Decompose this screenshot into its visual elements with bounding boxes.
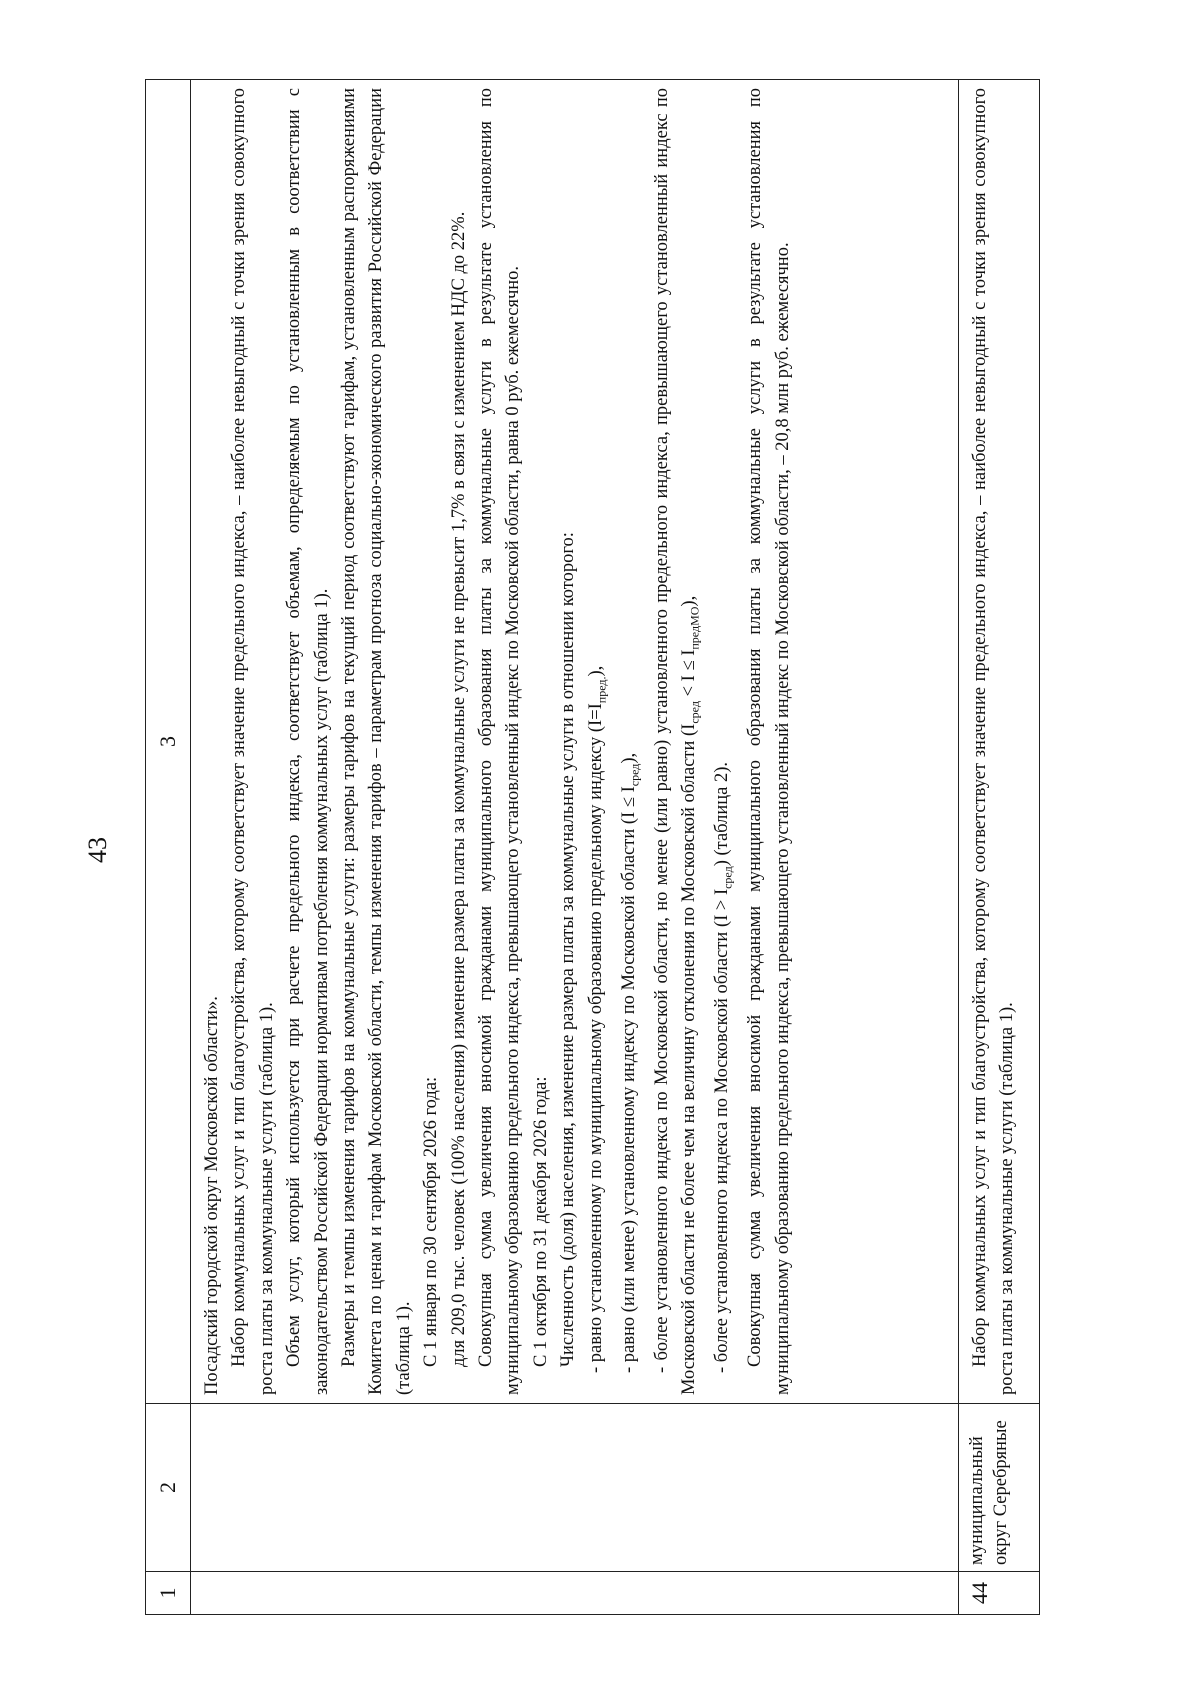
page-number: 43 xyxy=(83,837,112,863)
paragraph: Набор коммунальных услуг и тип благоустройства, которому соответствует значение предельного индекса, – наиболее невыгодный с точки зрения совокупного роста платы за коммунальные услуги (таблица 1). xyxy=(970,88,1018,1395)
municipality-cell: муниципальный округ Серебряные xyxy=(959,1404,1040,1572)
paragraph: С 1 октября по 31 декабря 2026 года: xyxy=(530,1076,551,1367)
paragraph: Посадский городской округ Московской области». xyxy=(202,996,222,1395)
table-row xyxy=(191,80,959,1615)
paragraph: Набор коммунальных услуг и тип благоустройства, которому соответствует значение предельного индекса, – наиболее невыгодный с точки зрения совокупного роста платы за коммунальные услуги (таблица 1). xyxy=(229,88,277,1395)
paragraph: Совокупная сумма увеличения вносимой гражданами муниципального образования платы за коммунальные услуги в результате установления по муниципальному образованию предельного индекса, превышающего установленный индекс по Московской области, – 20,8 млн руб. ежемесячно. xyxy=(745,88,793,1395)
description-cell xyxy=(191,80,959,1404)
list-item: - равно установленному по муниципальному образованию предельному индексу $(I=I_{пред.})$, xyxy=(585,665,609,1373)
paragraph: Объем услуг, который используется при расчете предельного индекса, соответствует объемам, определяемым по установленным в соответствии с законодательством Российской Федерации нормативам потребления коммунальных услуг (таблица 1). xyxy=(284,88,332,1395)
rotated-table-wrapper xyxy=(145,80,1040,1615)
list-item: - более установленного индекса по Московской области, но менее (или равно) установленного предельного индекса, превышающего установленный индекс по Московской области не более чем на величину отклонения по Московской области $(I_{сред} < I \le I_{предМО})$, xyxy=(651,88,702,1395)
paragraph: Численность (доля) населения, изменение размера платы за коммунальные услуги в отношении которого: xyxy=(558,532,579,1367)
header-col-1: 1 xyxy=(146,1572,191,1615)
table-header-row xyxy=(146,80,191,1615)
description-cell xyxy=(959,80,1040,1404)
header-col-3: 3 xyxy=(146,80,191,1404)
list-item: - более установленного индекса по Московской области $(I > I_{сред})$ (таблица 2). xyxy=(712,761,736,1373)
list-item: - равно (или менее) установленному индексу по Московской области $(I \le I_{сред})$, xyxy=(618,752,642,1373)
paragraph: для 209,0 тыс. человек (100% населения) изменение размера платы за коммунальные услуги не превысит 1,7% в связи с изменением НДС до 22%. xyxy=(448,211,469,1367)
tariff-table xyxy=(145,79,1040,1615)
paragraph: С 1 января по 30 сентября 2026 года: xyxy=(421,1076,442,1367)
paragraph: Совокупная сумма увеличения вносимой гражданами муниципального образования платы за коммунальные услуги в результате установления по муниципальному образованию предельного индекса, превышающего установленный индекс по Московской области, равна 0 руб. ежемесячно. xyxy=(476,88,524,1395)
paragraph: Размеры и темпы изменения тарифов на коммунальные услуги: размеры тарифов на текущий период соответствуют тарифам, установленным распоряжениями Комитета по ценам и тарифам Московской области, темпы изменения тарифов – параметрам прогноза социально-экономического развития Российской Федерации (таблица 1). xyxy=(339,88,414,1395)
header-col-2: 2 xyxy=(146,1404,191,1572)
table-row xyxy=(959,80,1040,1615)
row-number-cell: 44 xyxy=(959,1572,1040,1615)
municipality-cell xyxy=(191,1404,959,1572)
row-number-cell xyxy=(191,1572,959,1615)
